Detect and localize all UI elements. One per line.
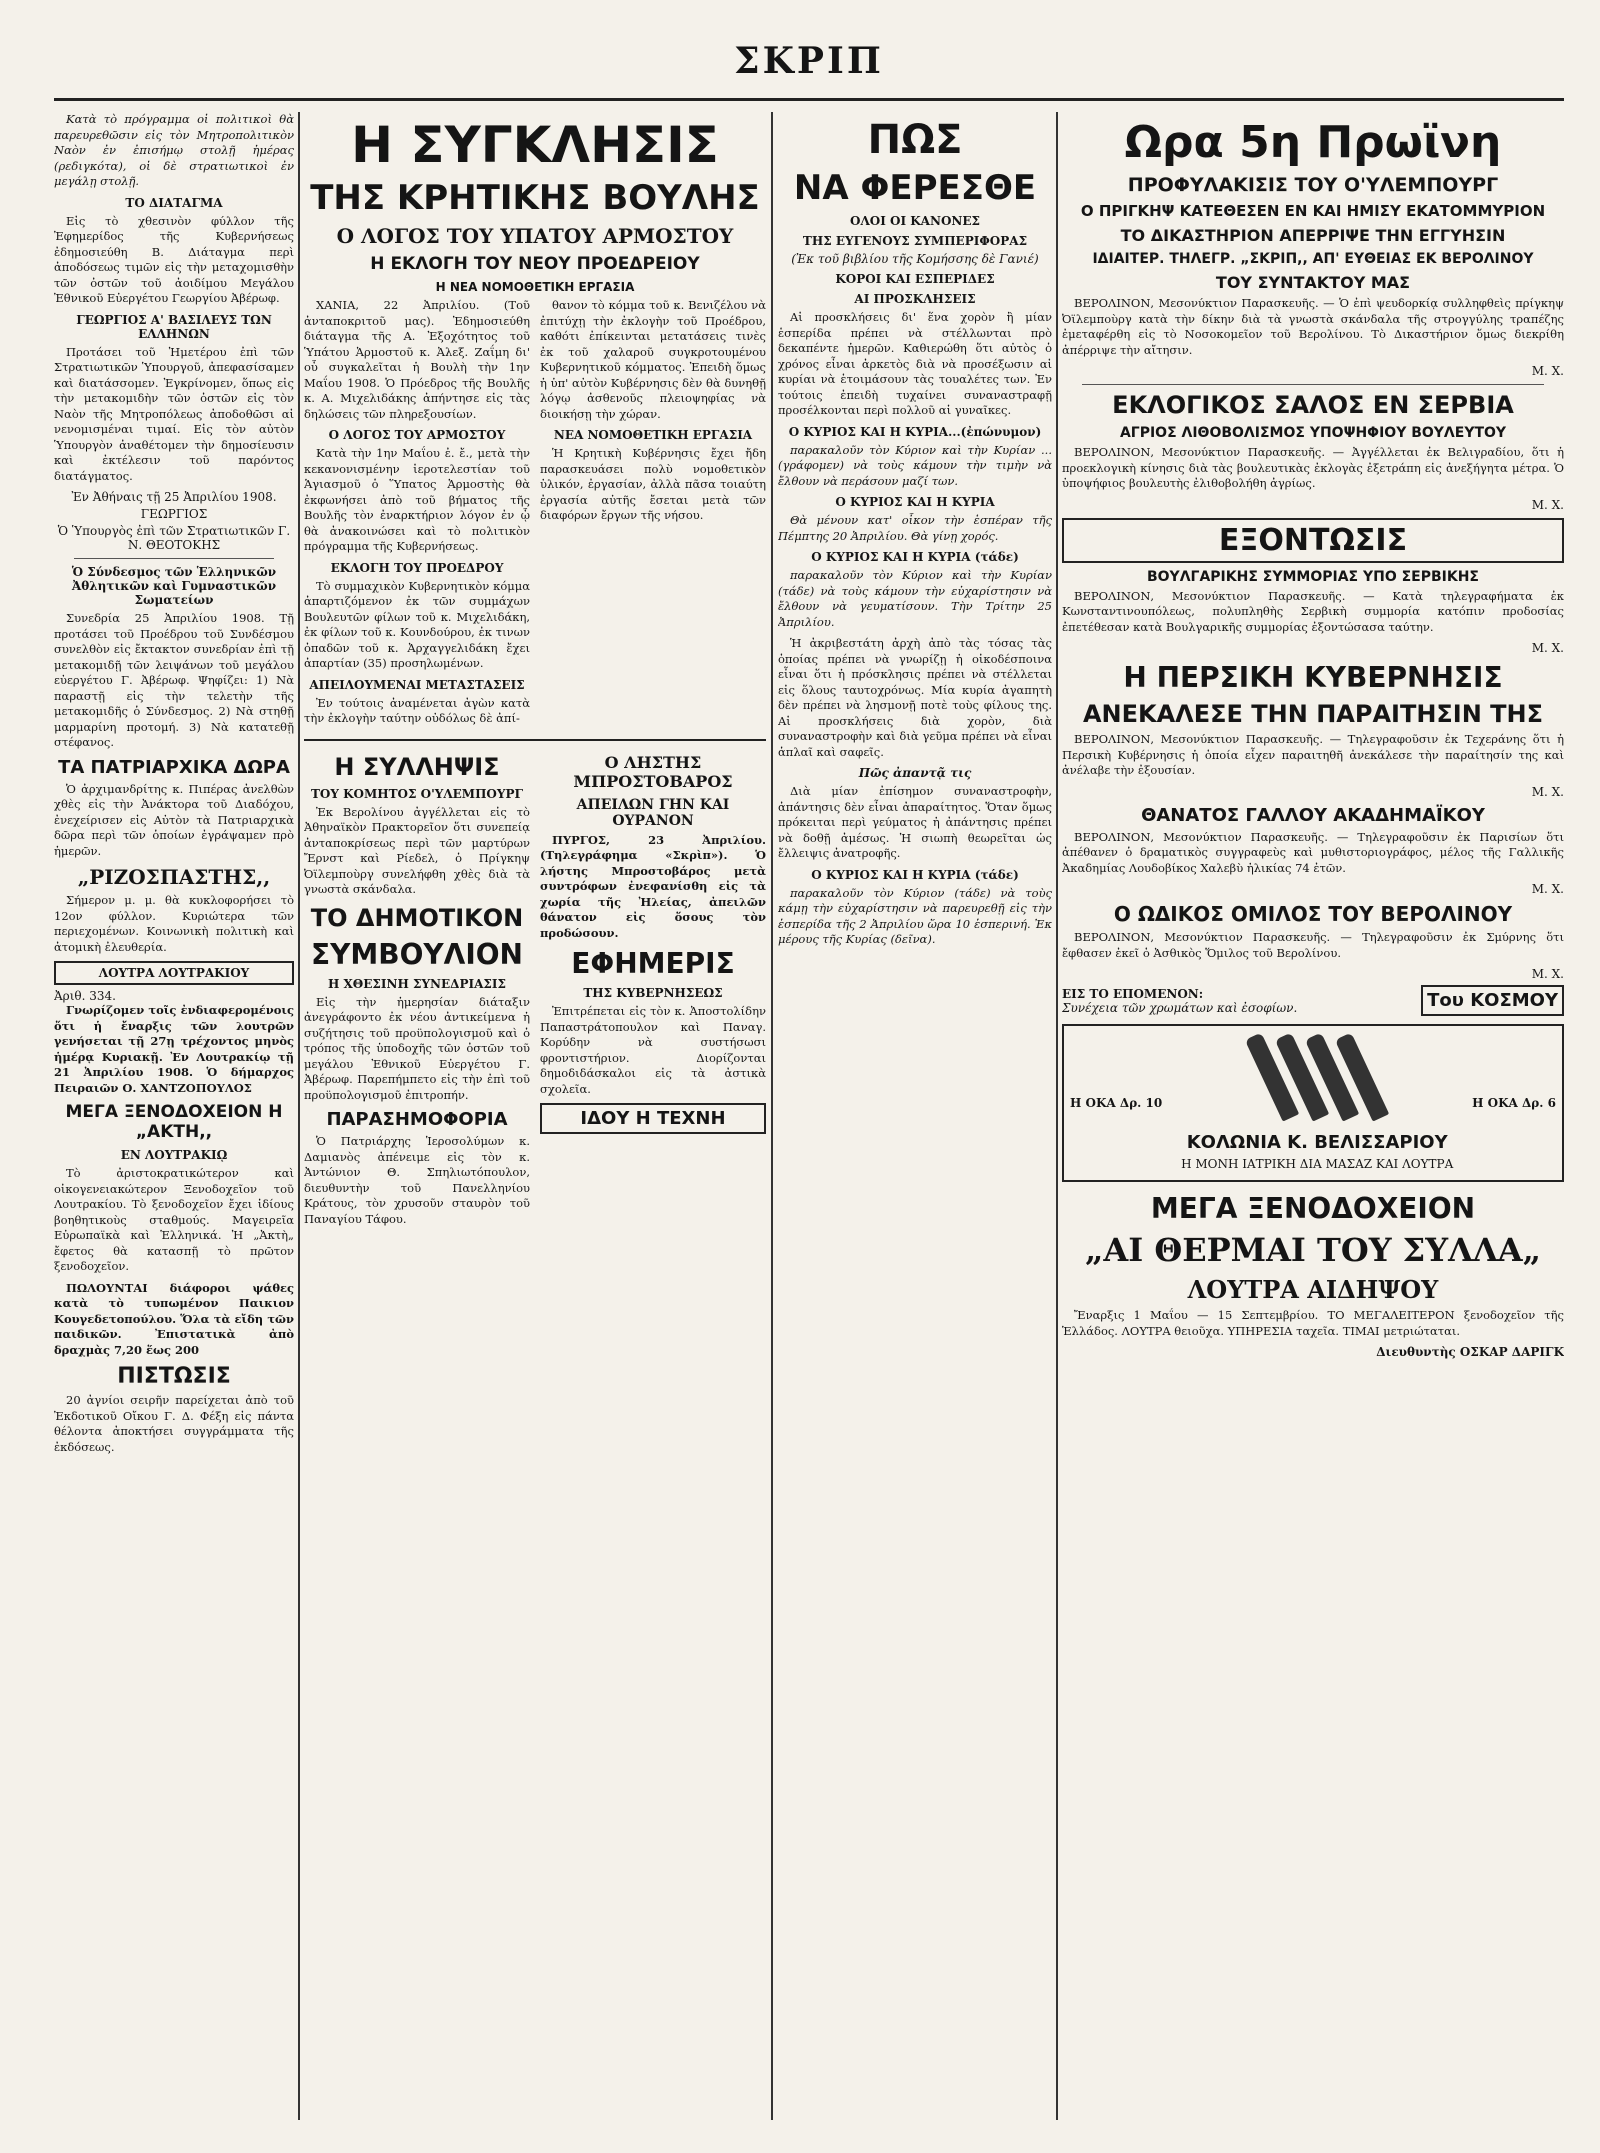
thanatos-text: ΒΕΡΟΛΙΝΟΝ, Μεσονύκτιον Παρασκευῆς. — Τηλεγραφοῦσιν ἐκ Παρισίων ὅτι ἀπέθανεν ὁ δραματικὸς συγγραφεὺς καὶ μυθιστοριογράφος, μέλος τῆς Γαλλικῆς Ἀκαδημίας Λουδοβίκος Χαλεβὺ ἡλικίας 74 ἐτῶν.	[1062, 829, 1564, 875]
etiquette-body: Ἡ ἀκριβεστάτη ἀρχὴ ἀπὸ τὰς τόσας τὰς ὁποίας πρέπει νὰ γνωρίζῃ ἡ οἰκοδέσποινα εἶναι ὅτι ἡ πρόσκλησις πρέπει νὰ στέλλεται εἰς ὅλους ταυτοχρόνως. Μία κυρία ἀγαπητὴ δὲν πρέπει νὰ λησμονῇ ποτὲ τοὺς φίλους της. Αἱ προσκλήσεις διὰ χορὸν, διὰ συναναστροφὴν καὶ διὰ γεῦμα πρέπει νὰ εἶναι ἁπλαῖ καὶ σαφεῖς.	[778, 636, 1052, 759]
sign-4: Μ. Χ.	[1531, 784, 1564, 799]
loutraki-heading: ΛΟΥΤΡΑ ΛΟΥΤΡΑΚΙΟΥ	[54, 961, 294, 985]
column-divider	[298, 112, 300, 2120]
kyrios-2-text: Θὰ μένουν κατ' οἶκον τὴν ἑσπέραν τῆς Πέμπτης 20 Ἀπριλίου. Θὰ γίνῃ χορός.	[778, 513, 1052, 543]
pers-title: Η ΠΕΡΣΙΚΗ ΚΥΒΕΡΝΗΣΙΣ	[1123, 661, 1503, 694]
patriarch-text: Ὁ ἀρχιμανδρίτης κ. Πιπέρας ἀνελθὼν χθὲς εἰς τὴν Ἀνάκτορα τοῦ Διαδόχου, ἐνεχείρισεν εἰς Αὐτὸν τὰ Πατριαρχικὰ δῶρα περὶ τῶν ὁποίων ἐγράψαμεν πρὸ ἡμερῶν.	[54, 781, 294, 858]
dimotikon-title: ΤΟ ΔΗΜΟΤΙΚΟΝ	[310, 903, 524, 932]
psathes-ad: ΠΩΛΟΥΝΤΑΙ διάφοροι ψάθες κατὰ τὸ τυπωμένον Παικιον Κουγεδετοπούλου. Ὅλα τὰ εἴδη τῶν παιδικῶν. Ἐπιστατικὰ ἀπὸ δραχμὰς 7,20 ἕως 200	[54, 1280, 294, 1357]
thermai-text: Ἔναρξις 1 Μαΐου — 15 Σεπτεμβρίου. ΤΟ ΜΕΓΑΛΕΙΤΕΡΟΝ ξενοδοχεῖον τῆς Ἑλλάδος. ΛΟΥΤΡΑ θειοῦχα. ΥΠΗΡΕΣΙΑ ταχεῖα. ΤΙΜΑΙ μετριώταται.	[1062, 1308, 1564, 1338]
synklisis-text-b: θανον τὸ κόμμα τοῦ κ. Βενιζέλου νὰ ἐπιτύχῃ τὴν ἐκλογὴν τοῦ Προέδρου, καθότι ἐπίκεινται μετατάσεις τινὲς ἐκ τοῦ χαλαροῦ συγκροτουμένου Κυβερνητικοῦ κόμματος. Ἐπειδὴ ὅμως ἡ ὑπ' αὐτὸν Κυβέρνησις δὲν θὰ δυνηθῇ λόγῳ ἀσθενοῦς πλειοψηφίας νὰ διοικήσῃ τὴν χώραν.	[540, 298, 766, 421]
head-5: ΤΟΥ ΣΥΝΤΑΚΤΟΥ ΜΑΣ	[1215, 273, 1411, 292]
head-4: ΙΔΙΑΙΤΕΡ. ΤΗΛΕΓΡ. „ΣΚΡΙΠ,, ΑΠ' ΕΥΘΕΙΑΣ ΕΚ ΒΕΡΟΛΙΝΟΥ	[1092, 251, 1534, 267]
synklisis-text-a: ΧΑΝΙΑ, 22 Ἀπριλίου. (Τοῦ ἀνταποκριτοῦ μας). Ἐδημοσιεύθη διάταγμα τῆς Α. Ἐξοχότητος τοῦ Ὑπάτου Ἁρμοστοῦ κ. Ἀλεξ. Ζαΐμη δι' οὗ συγκαλεῖται ἡ Βουλὴ τὴν 1ην Μαΐου 1908. Ὁ Πρόεδρος τῆς Βουλῆς κ. Α. Μιχελιδάκης ἀπήντησε εἰς τὰς δηλώσεις τῶν πληρεξουσίων.	[304, 298, 530, 421]
top-rule	[54, 98, 1564, 101]
divider	[74, 558, 274, 559]
synklisis-sub-1: Ο ΛΟΓΟΣ ΤΟΥ ΥΠΑΤΟΥ ΑΡΜΟΣΤΟΥ	[336, 224, 734, 248]
logos-text: Κατὰ τὴν 1ην Μαΐου ἐ. ἔ., μετὰ τὴν κεκανονισμένην ἱεροτελεστίαν τοῦ Ἁγιασμοῦ ὁ Ὕπατος Ἁρμοστὴς θὰ ἐκφωνήσει ἀπὸ τοῦ βήματος τῆς Βουλῆς τὸν ἐναρκτήριον λόγον ἐν ᾧ θὰ ἀνακοινώσει καὶ τὸ πολιτικὸν πρόγραμμα τῆς Κυβερνήσεως.	[304, 446, 530, 553]
rule	[304, 739, 766, 741]
synklisis-title: Η ΣΥΓΚΛΗΣΙΣ	[351, 116, 719, 174]
lower-right-column	[540, 747, 766, 1234]
epomenon-text: Συνέχεια τῶν χρωμάτων καὶ ἐσοφίων.	[1062, 1000, 1298, 1015]
king-heading: ΓΕΩΡΓΙΟΣ Α' ΒΑΣΙΛΕΥΣ ΤΩΝ ΕΛΛΗΝΩΝ	[76, 312, 272, 341]
idou-techni: ΙΔΟΥ Η ΤΕΧΝΗ	[540, 1103, 766, 1134]
kyrios-3-text: παρακαλοῦν τὸν Κύριον καὶ τὴν Κυρίαν (τάδε) νὰ τοὺς κάμουν τὴν εὐχαρίστησιν νὰ ἔλθουν νὰ γευματίσουν. Τὴν Τρίτην 25 Ἀπριλίου.	[778, 568, 1052, 629]
metatas-text: Ἐν τούτοις ἀναμένεται ἀγὼν κατὰ τὴν ἐκλογὴν ταύτην οὐδόλως δὲ ἀπί-	[304, 695, 530, 725]
nomo-heading: ΝΕΑ ΝΟΜΟΘΕΤΙΚΗ ΕΡΓΑΣΙΑ	[553, 428, 753, 442]
metatas-heading: ΑΠΕΙΛΟΥΜΕΝΑΙ ΜΕΤΑΣΤΑΣΕΙΣ	[309, 677, 525, 692]
synklisis-body	[304, 298, 766, 733]
diatagma-text: Εἰς τὸ χθεσινὸν φύλλον τῆς Ἐφημερίδος τῆς Κυβερνήσεως ἐδημοσιεύθη Β. Διάταγμα περὶ ἀποδόσεως τιμῶν εἰς τὴν μεταχομισθὴν τῶν ὀστῶν τοῦ ἀοιδίμου Μεγάλου Ἐθνικοῦ Εὐεργέτου Γεωργίου Ἀβέρωφ.	[54, 213, 294, 305]
sign-2: Μ. Χ.	[1531, 497, 1564, 512]
masthead	[54, 40, 1564, 90]
odikos-text: ΒΕΡΟΛΙΝΟΝ, Μεσονύκτιον Παρασκευῆς. — Τηλεγραφοῦσιν ἐκ Σμύρνης ὅτι ἔφθασεν ἐκεῖ ὁ Ἀσθικὸς Ὅμιλος τοῦ Βερολίνου.	[1062, 930, 1564, 960]
serv-title: ΕΚΛΟΓΙΚΟΣ ΣΑΛΟΣ ΕΝ ΣΕΡΒΙΑ	[1112, 391, 1514, 419]
king-text: Προτάσει τοῦ Ἡμετέρου ἐπὶ τῶν Στρατιωτικῶν Ὑπουργοῦ, ἀπεφασίσαμεν καὶ διατάσσομεν. Ἐγκρίνομεν, ὅπως εἰς τὴν μετακομιδὴν τῶν ὀστῶν εἰς τὸν Ναὸν τῆς Μητροπόλεως ἀποδοθῶσι αἱ νενομισμέναι τιμαί. Εἰς τὸν αὐτὸν Ὑπουργὸν ἀναθέτομεν τὴν δημοσίευσιν καὶ ἐκτέλεσιν τοῦ παρόντος διατάγματος.	[54, 344, 294, 483]
logos-heading: Ο ΛΟΓΟΣ ΤΟΥ ΑΡΜΟΣΤΟΥ	[328, 428, 506, 442]
listis-sub: ΑΠΕΙΛΩΝ ΓΗΝ ΚΑΙ ΟΥΡΑΝΟΝ	[576, 796, 730, 829]
kolonia-bottles	[1181, 1032, 1453, 1126]
efimeris-title: ΕΦΗΜΕΡΙΣ	[571, 947, 735, 980]
column-1	[54, 112, 294, 2120]
odikos-title: Ο ΩΔΙΚΟΣ ΟΜΙΛΟΣ ΤΟΥ ΒΕΡΟΛΙΝΟΥ	[1113, 902, 1513, 926]
rizospastis-text: Σήμερον μ. μ. θὰ κυκλοφορήσει τὸ 12ον φύλλον. Κυριώτερα τῶν περιεχομένων. Κοινωνικὴ πολιτικὴ καὶ ἀτομικὴ ἐλευθερία.	[54, 893, 294, 954]
akti-heading: ΜΕΓΑ ΞΕΝΟΔΟΧΕΙΟΝ Η „ΑΚΤΗ,,	[65, 1102, 283, 1142]
column-divider	[771, 112, 773, 2120]
efimeris-text: Ἐπιτρέπεται εἰς τὸν κ. Ἀποστολίδην Παπαστράτοπουλον καὶ Παναγ. Κορύδην νὰ συστήσωσι φροντιστήριον. Διορίζονται δημοδιδάσκαλοι εἰς τὰ ἀστικὰ σχολεῖα.	[540, 1004, 766, 1096]
pers-text: ΒΕΡΟΛΙΝΟΝ, Μεσονύκτιον Παρασκευῆς. — Τηλεγραφοῦσιν ἐκ Τεχεράνης ὅτι ἡ Περσικὴ Κυβέρνησις ἡ ὁποία εἶχεν παραιτηθῆ ἀνεκάλεσε τὴν παραίτησίν της καὶ ἀνέλαβε τὴν ἐξουσίαν.	[1062, 732, 1564, 777]
column-2	[304, 112, 766, 2120]
signed-date: Ἐν Ἀθήναις τῇ 25 Ἀπριλίου 1908.	[71, 490, 277, 504]
synklisis-left-column	[304, 298, 530, 733]
kyrios-4-text: παρακαλοῦν τὸν Κύριον (τάδε) νὰ τοὺς κάμῃ τὴν εὐχαρίστησιν νὰ παρευρεθῇ εἰς τὴν ἑσπερίδα τῆς 2 Ἀπριλίου ὥρα 10 ἑσπερινή. Ἐκ μέρους τῆς Κυρίας (δεῖνα).	[778, 885, 1052, 946]
paras-text: Ὁ Πατριάρχης Ἱεροσολύμων κ. Δαμιανὸς ἀπένειμε εἰς τὸν κ. Ἀντώνιον Θ. Σπηλιωτόπουλον, διευθυντὴν τοῦ Πανελληνίου Κράτους, τὸν χρυσοῦν σταυρὸν τοῦ Παναγίου Τάφου.	[304, 1134, 530, 1226]
dimotikon-sub: Η ΧΘΕΣΙΝΗ ΣΥΝΕΔΡΙΑΣΙΣ	[327, 976, 506, 991]
serv-text: ΒΕΡΟΛΙΝΟΝ, Μεσονύκτιον Παρασκευῆς. — Ἀγγέλλεται ἐκ Βελιγραδίου, ὅτι ἡ προεκλογικὴ κίνησις διὰ τὰς βουλευτικὰς ἐκλογὰς ἐξετράπη εἰς ἀνεξήγητα μέτρα. Ὁ ὑποψήφιος βουλευτὴς ἐλιθοβολήθη ἀγρίως.	[1062, 445, 1564, 490]
loutraki-text: Γνωρίζομεν τοῖς ἐνδιαφερομένοις ὅτι ἡ ἔναρξις τῶν λουτρῶν γενήσεται τῇ 27ῃ τρέχοντος μηνὸς ἡμέρᾳ Κυριακῇ. Ἐν Λουτρακίῳ τῇ 21 Ἀπριλίου 1908. Ὁ δήμαρχος Πειραιῶν Ο. ΧΑΝΤΖΟΠΟΥΛΟΣ	[54, 1003, 294, 1095]
paras-heading: ΠΑΡΑΣΗΜΟΦΟΡΙΑ	[326, 1109, 508, 1130]
thermai-title: „ΑΙ ΘΕΡΜΑΙ ΤΟΥ ΣΥΛΛΑ„	[1084, 1231, 1542, 1269]
koroi-heading: ΚΟΡΟΙ ΚΑΙ ΕΣΠΕΡΙΔΕΣ	[835, 272, 995, 286]
sign-5: Μ. Χ.	[1531, 882, 1564, 896]
syllipsis-sub: ΤΟΥ ΚΟΜΗΤΟΣ Ο'ΥΛΕΜΠΟΥΡΓ	[310, 786, 523, 801]
thermai-sign: Διευθυντὴς ΟΣΚΑΡ ΔΑΡΙΓΚ	[1376, 1345, 1564, 1359]
kolonia-title: ΚΟΛΩΝΙΑ Κ. ΒΕΛΙΣΣΑΡΙΟΥ	[1186, 1132, 1448, 1153]
sindesmos-heading: Ὁ Σύνδεσμος τῶν Ἑλληνικῶν Ἀθλητικῶν καὶ Γυμναστικῶν Σωματείων	[71, 565, 277, 607]
lower-left-column	[304, 747, 530, 1234]
diatagma-heading: ΤΟ ΔΙΑΤΑΓΜΑ	[125, 195, 223, 210]
pers-sub: ΑΝΕΚΑΛΕΣΕ ΤΗΝ ΠΑΡΑΙΤΗΣΙΝ ΤΗΣ	[1082, 700, 1544, 728]
epomenon-block	[1062, 987, 1297, 1015]
synklisis-right-column	[540, 298, 766, 733]
masthead-title: ΣΚΡΙΠ	[734, 40, 884, 82]
head-2: Ο ΠΡΙΓΚΗΨ ΚΑΤΕΘΕΣΕΝ ΕΝ ΚΑΙ ΗΜΙΣΥ ΕΚΑΤΟΜΜΥΡΙΟΝ	[1080, 202, 1546, 220]
listis-title: Ο ΛΗΣΤΗΣ ΜΠΡΟΣΤΟΒΑΡΟΣ	[573, 752, 733, 791]
listis-text: ΠΥΡΓΟΣ, 23 Ἀπριλίου. (Τηλεγράφημα «Σκρὶπ»). Ὁ λήστης Μπροστοβάρος μετὰ συντρόφων ἐνεφανίσθη εἰς τὰ χωρία τῆς Ἠλείας, ἀπειλῶν θάνατον εἰς ὅσους τὸν προδώσουν.	[540, 832, 766, 940]
synklisis-title-2: ΤΗΣ ΚΡΗΤΙΚΗΣ ΒΟΥΛΗΣ	[310, 178, 760, 218]
thanatos-title: ΘΑΝΑΤΟΣ ΓΑΛΛΟΥ ΑΚΑΔΗΜΑΪΚΟΥ	[1141, 804, 1485, 826]
loutraki-number: Ἀριθ. 334.	[54, 989, 116, 1003]
symperiforas-sub: ΤΗΣ ΕΥΓΕΝΟΥΣ ΣΥΜΠΕΡΙΦΟΡΑΣ	[802, 234, 1028, 248]
epomenon-label: ΕΙΣ ΤΟ ΕΠΟΜΕΝΟΝ:	[1062, 986, 1204, 1001]
dimotikon-text: Εἰς τὴν ἡμερησίαν διάταξιν ἀνεγράφοντο ἐκ νέου ἀντικείμενα ἡ συζήτησις τοῦ προϋπολογισμοῦ καὶ ὁ τρόπος τῆς ὑποδοχῆς τῶν ὀστῶν τοῦ μεγάλου Ἐθνικοῦ Εὐεργέτου Γ. Ἀβέρωφ. Παρεπήμπετο εἰς τὴν ἐπὶ τοῦ προϋπολογισμοῦ ἐπιτροπήν.	[304, 994, 530, 1102]
ekloge-text: Τὸ συμμαχικὸν Κυβερνητικὸν κόμμα ἀπαρτιζόμενον ἐκ τῶν συμμάχων Βουλευτῶν φίλων τοῦ κ. Μιχελιδάκη, ἐκ φίλων τοῦ κ. Κουνδούρου, ἐκ τινων ὀπαδῶν τοῦ κ. Ἀρχαγγελιδάκη ἔχει ἀπαρτίαν (35) προσηλωμένων.	[304, 578, 530, 670]
sign-1: Μ. Χ.	[1531, 364, 1564, 378]
pistosis-text: 20 ἀγνίοι σειρῆν παρείχεται ἀπὸ τοῦ Ἐκδοτικοῦ Οἴκου Γ. Δ. Φέξη εἰς πάντα θέλοντα ἀποκτήσει συγγράμματα τῆς ἐκδόσεως.	[54, 1393, 294, 1454]
ekloge-heading: ΕΚΛΟΓΗ ΤΟΥ ΠΡΟΕΔΡΟΥ	[330, 560, 504, 575]
sindesmos-text: Συνεδρία 25 Ἀπριλίου 1908. Τῇ προτάσει τοῦ Προέδρου τοῦ Συνδέσμου συνελθὸν εἰς ἔκτακτον συνεδρίαν ἐπὶ τῇ μετακομιδῇ τῶν λειψάνων τοῦ μεγάλου εὐεργέτου Γ. Ἀβέρωφ. Ψηφίζει: 1) Νὰ παραστῇ εἰς τὴν τελετὴν τῆς μετακομιδῆς ὁ Σύνδεσμος. 2) Νὰ στηθῇ μαρμαρίνη προτομή. 3) Νὰ κατατεθῇ στέφανος.	[54, 611, 294, 749]
divider	[1082, 384, 1544, 385]
kyrios-1: Ο ΚΥΡΙΟΣ ΚΑΙ Η ΚΥΡΙΑ...(ἐπώνυμον)	[788, 424, 1042, 439]
exont-title: ΕΞΟΝΤΩΣΙΣ	[1062, 518, 1564, 563]
rizospastis-heading: „ΡΙΖΟΣΠΑΣΤΗΣ,,	[77, 865, 271, 889]
column-divider	[1056, 112, 1058, 2120]
kyrios-1-text: παρακαλοῦν τὸν Κύριον καὶ τὴν Κυρίαν ... (γράφομεν) νὰ τοὺς κάμουν τὴν τιμὴν νὰ ἔλθουν νὰ περάσουν μαζί των.	[778, 442, 1052, 488]
synklisis-sub-2: Η ΕΚΛΟΓΗ ΤΟΥ ΝΕΟΥ ΠΡΟΕΔΡΕΙΟΥ	[370, 254, 700, 274]
akti-subheading: ΕΝ ΛΟΥΤΡΑΚΙῼ	[120, 1148, 228, 1162]
kolonia-center	[1181, 1032, 1453, 1174]
kolonia-price-2: Η ΟΚΑ Δρ. 6	[1472, 1096, 1556, 1110]
head-3: ΤΟ ΔΙΚΑΣΤΗΡΙΟΝ ΑΠΕΡΡΙΨΕ ΤΗΝ ΕΓΓΥΗΣΙΝ	[1120, 226, 1506, 245]
lower-section	[304, 747, 766, 1234]
intro-text: Κατὰ τὸ πρόγραμμα οἱ πολιτικοὶ θὰ παρευρεθῶσιν εἰς τὸν Μητροπολιτικὸν Ναὸν ἐν ἐπισήμῳ στολῇ ἡμέρας (ρεδιγκότα), οἱ δὲ στρατιωτικοὶ ἐν μεγάλῃ στολῇ.	[54, 112, 294, 188]
kolonia-advertisement	[1062, 1024, 1564, 1182]
synklisis-sub-3: Η ΝΕΑ ΝΟΜΟΘΕΤΙΚΗ ΕΡΓΑΣΙΑ	[435, 280, 635, 294]
kyrios-2: Ο ΚΥΡΙΟΣ ΚΑΙ Η ΚΥΡΙΑ	[835, 495, 995, 509]
syllipsis-title: Η ΣΥΛΛΗΨΙΣ	[334, 752, 500, 781]
kosmou-row	[1062, 985, 1564, 1016]
kolonia-sub: Η ΜΟΝΗ ΙΑΤΡΙΚΗ ΔΙΑ ΜΑΣΑΖ ΚΑΙ ΛΟΥΤΡΑ	[1181, 1157, 1454, 1171]
exont-sub: ΒΟΥΛΓΑΡΙΚΗΣ ΣΥΜΜΟΡΙΑΣ ΥΠΟ ΣΕΡΒΙΚΗΣ	[1146, 568, 1479, 585]
syllipsis-text: Ἐκ Βερολίνου ἀγγέλλεται εἰς τὸ Ἀθηναϊκὸν Πρακτορεῖον ὅτι συνεπείᾳ ἀνταποκρίσεως περὶ τῶν μαρτύρων Ἔρνστ καὶ Ρίεδελ, ὁ Πρίγκηψ Ὀϊλεμποὺργ συνελήφθη χθὲς διὰ τὰ γνωστὰ σκάνδαλα.	[304, 804, 530, 896]
source-note: (Ἐκ τοῦ βιβλίου τῆς Κομήσσης δὲ Γανιέ)	[791, 252, 1039, 266]
exont-text: ΒΕΡΟΛΙΝΟΝ, Μεσονύκτιον Παρασκευῆς. — Κατὰ τηλεγραφήματα ἐκ Κωνσταντινουπόλεως, πολυπληθὴς Σερβικὴ συμμορία κατόπιν προδοσίας ἐπετέθεσαν κατὰ Βουλγαρικῆς συμμορίας ἐξοντώσασα ταύτην.	[1062, 588, 1564, 634]
sign-3: Μ. Χ.	[1531, 641, 1564, 655]
koroi-sub: ΑΙ ΠΡΟΣΚΛΗΣΕΙΣ	[854, 292, 976, 306]
nomo-text: Ἡ Κρητικὴ Κυβέρνησις ἔχει ἤδη παρασκευάσει πολὺ νομοθετικὸν ὑλικόν, ἐργασίαν, ἀλλὰ πᾶσα τοιαύτη ἐργασία αὐτῆς ἔσεται μετὰ τῶν διαφόρων ἔργων τῆς νήσου.	[540, 446, 766, 522]
signed-minister: Ὁ Ὑπουργὸς ἐπὶ τῶν Στρατιωτικῶν Γ. Ν. ΘΕΟΤΟΚΗΣ	[57, 524, 291, 552]
ora-title: Ωρα 5η Πρωϊνη	[1124, 117, 1502, 168]
signed-king: ΓΕΩΡΓΙΟΣ	[140, 507, 208, 521]
kolonia-price-1: Η ΟΚΑ Δρ. 10	[1070, 1096, 1163, 1110]
column-4	[1062, 112, 1564, 2120]
feresthe-title: ΝΑ ΦΕΡΕΣΘΕ	[793, 168, 1037, 208]
koroi-text: Αἱ προσκλήσεις δι' ἕνα χορὸν ἢ μίαν ἑσπερίδα πρέπει νὰ στέλλωνται πρὸ δεκαπέντε ἡμερῶν. Καθιερώθη ὅτι αὐτὸς ὁ χρόνος εἶναι ἀρκετὸς διὰ νὰ προσέξωσιν αἱ κυρίαι νὰ ἑτοιμάσουν τὰς τουαλέτες των. Ἐν τούτοις ἐπειδὴ τυχαίνει συναναστραφῇ προσέλκονται περὶ πολλοῦ αἱ γυναῖκες.	[778, 310, 1052, 417]
pistosis-heading: ΠΙΣΤΩΣΙΣ	[117, 1364, 231, 1389]
apantisis-text: Διὰ μίαν ἐπίσημον συναναστροφὴν, ἀπάντησις δὲν εἶναι ἀπαραίτητος. Ὅταν ὅμως πρόκειται περὶ γεύματος ἡ ἀπάντησις πρέπει νὰ δοθῇ ἀμέσως. Ἡ σιωπὴ θεωρεῖται ὡς ἔλλειψις ἀνατροφῆς.	[778, 784, 1052, 860]
loutra-title: ΛΟΥΤΡΑ ΑΙΔΗΨΟΥ	[1187, 1275, 1439, 1304]
text-1: ΒΕΡΟΛΙΝΟΝ, Μεσονύκτιον Παρασκευῆς. — Ὁ ἐπὶ ψευδορκίᾳ συλληφθεὶς πρίγκηψ Ὀϊλεμποὺργ κατὰ τὴν δίκην διὰ τὰ γνωστὰ σκάνδαλα τῆς στρογγύλης τραπέζης ἐμεταφέρθη εἰς τὸ Νοσοκομεῖον τοῦ Βερολίνου. Τὸ Δικαστήριον ὅμως διεκρίθη ἀπέρριψε τὴν αἴτησιν.	[1062, 296, 1564, 357]
newspaper-page	[54, 40, 1564, 2120]
kosmou-box: Του ΚΟΣΜΟΥ	[1421, 985, 1564, 1016]
xenodoxeion-title: ΜΕΓΑ ΞΕΝΟΔΟΧΕΙΟΝ	[1150, 1192, 1476, 1225]
column-3	[778, 112, 1052, 2120]
dimotikon-title-2: ΣΥΜΒΟΥΛΙΟΝ	[310, 937, 523, 971]
kyrios-4: Ο ΚΥΡΙΟΣ ΚΑΙ Η ΚΥΡΙΑ (τάδε)	[811, 867, 1019, 882]
patriarch-heading: ΤΑ ΠΑΤΡΙΑΡΧΙΚΑ ΔΩΡΑ	[58, 756, 290, 778]
apantisis-heading: Πῶς ἀπαντᾷ τις	[858, 766, 972, 780]
kolonia-row	[1070, 1032, 1556, 1174]
pos-title: ΠΩΣ	[867, 117, 963, 163]
sign-6: Μ. Χ.	[1531, 967, 1564, 981]
serv-sub: ΑΓΡΙΟΣ ΛΙΘΟΒΟΛΙΣΜΟΣ ΥΠΟΨΗΦΙΟΥ ΒΟΥΛΕΥΤΟΥ	[1119, 425, 1507, 441]
kyrios-3: Ο ΚΥΡΙΟΣ ΚΑΙ Η ΚΥΡΙΑ (τάδε)	[811, 550, 1019, 564]
efimeris-sub: ΤΗΣ ΚΥΒΕΡΝΗΣΕΩΣ	[583, 986, 723, 1000]
head-1: ΠΡΟΦΥΛΑΚΙΣΙΣ ΤΟΥ Ο'ΥΛΕΜΠΟΥΡΓ	[1127, 174, 1499, 196]
akti-text: Τὸ ἀριστοκρατικώτερον καὶ οἰκογενειακώτερον Ξενοδοχεῖον τοῦ Λουτρακίου. Τὸ ξενοδοχεῖον ἔχει ἰδίους βοηθητικοὺς σταθμούς. Μαγειρεῖα Εὐρωπαϊκὰ καὶ Ἑλληνικά. Ἡ „Ἀκτὴ„ ἔφετος θὰ κατασπῇ τὸ πρῶτον ξενοδοχεῖον.	[54, 1166, 294, 1273]
kanones-sub: ΟΛΟΙ ΟΙ ΚΑΝΟΝΕΣ	[849, 214, 980, 228]
